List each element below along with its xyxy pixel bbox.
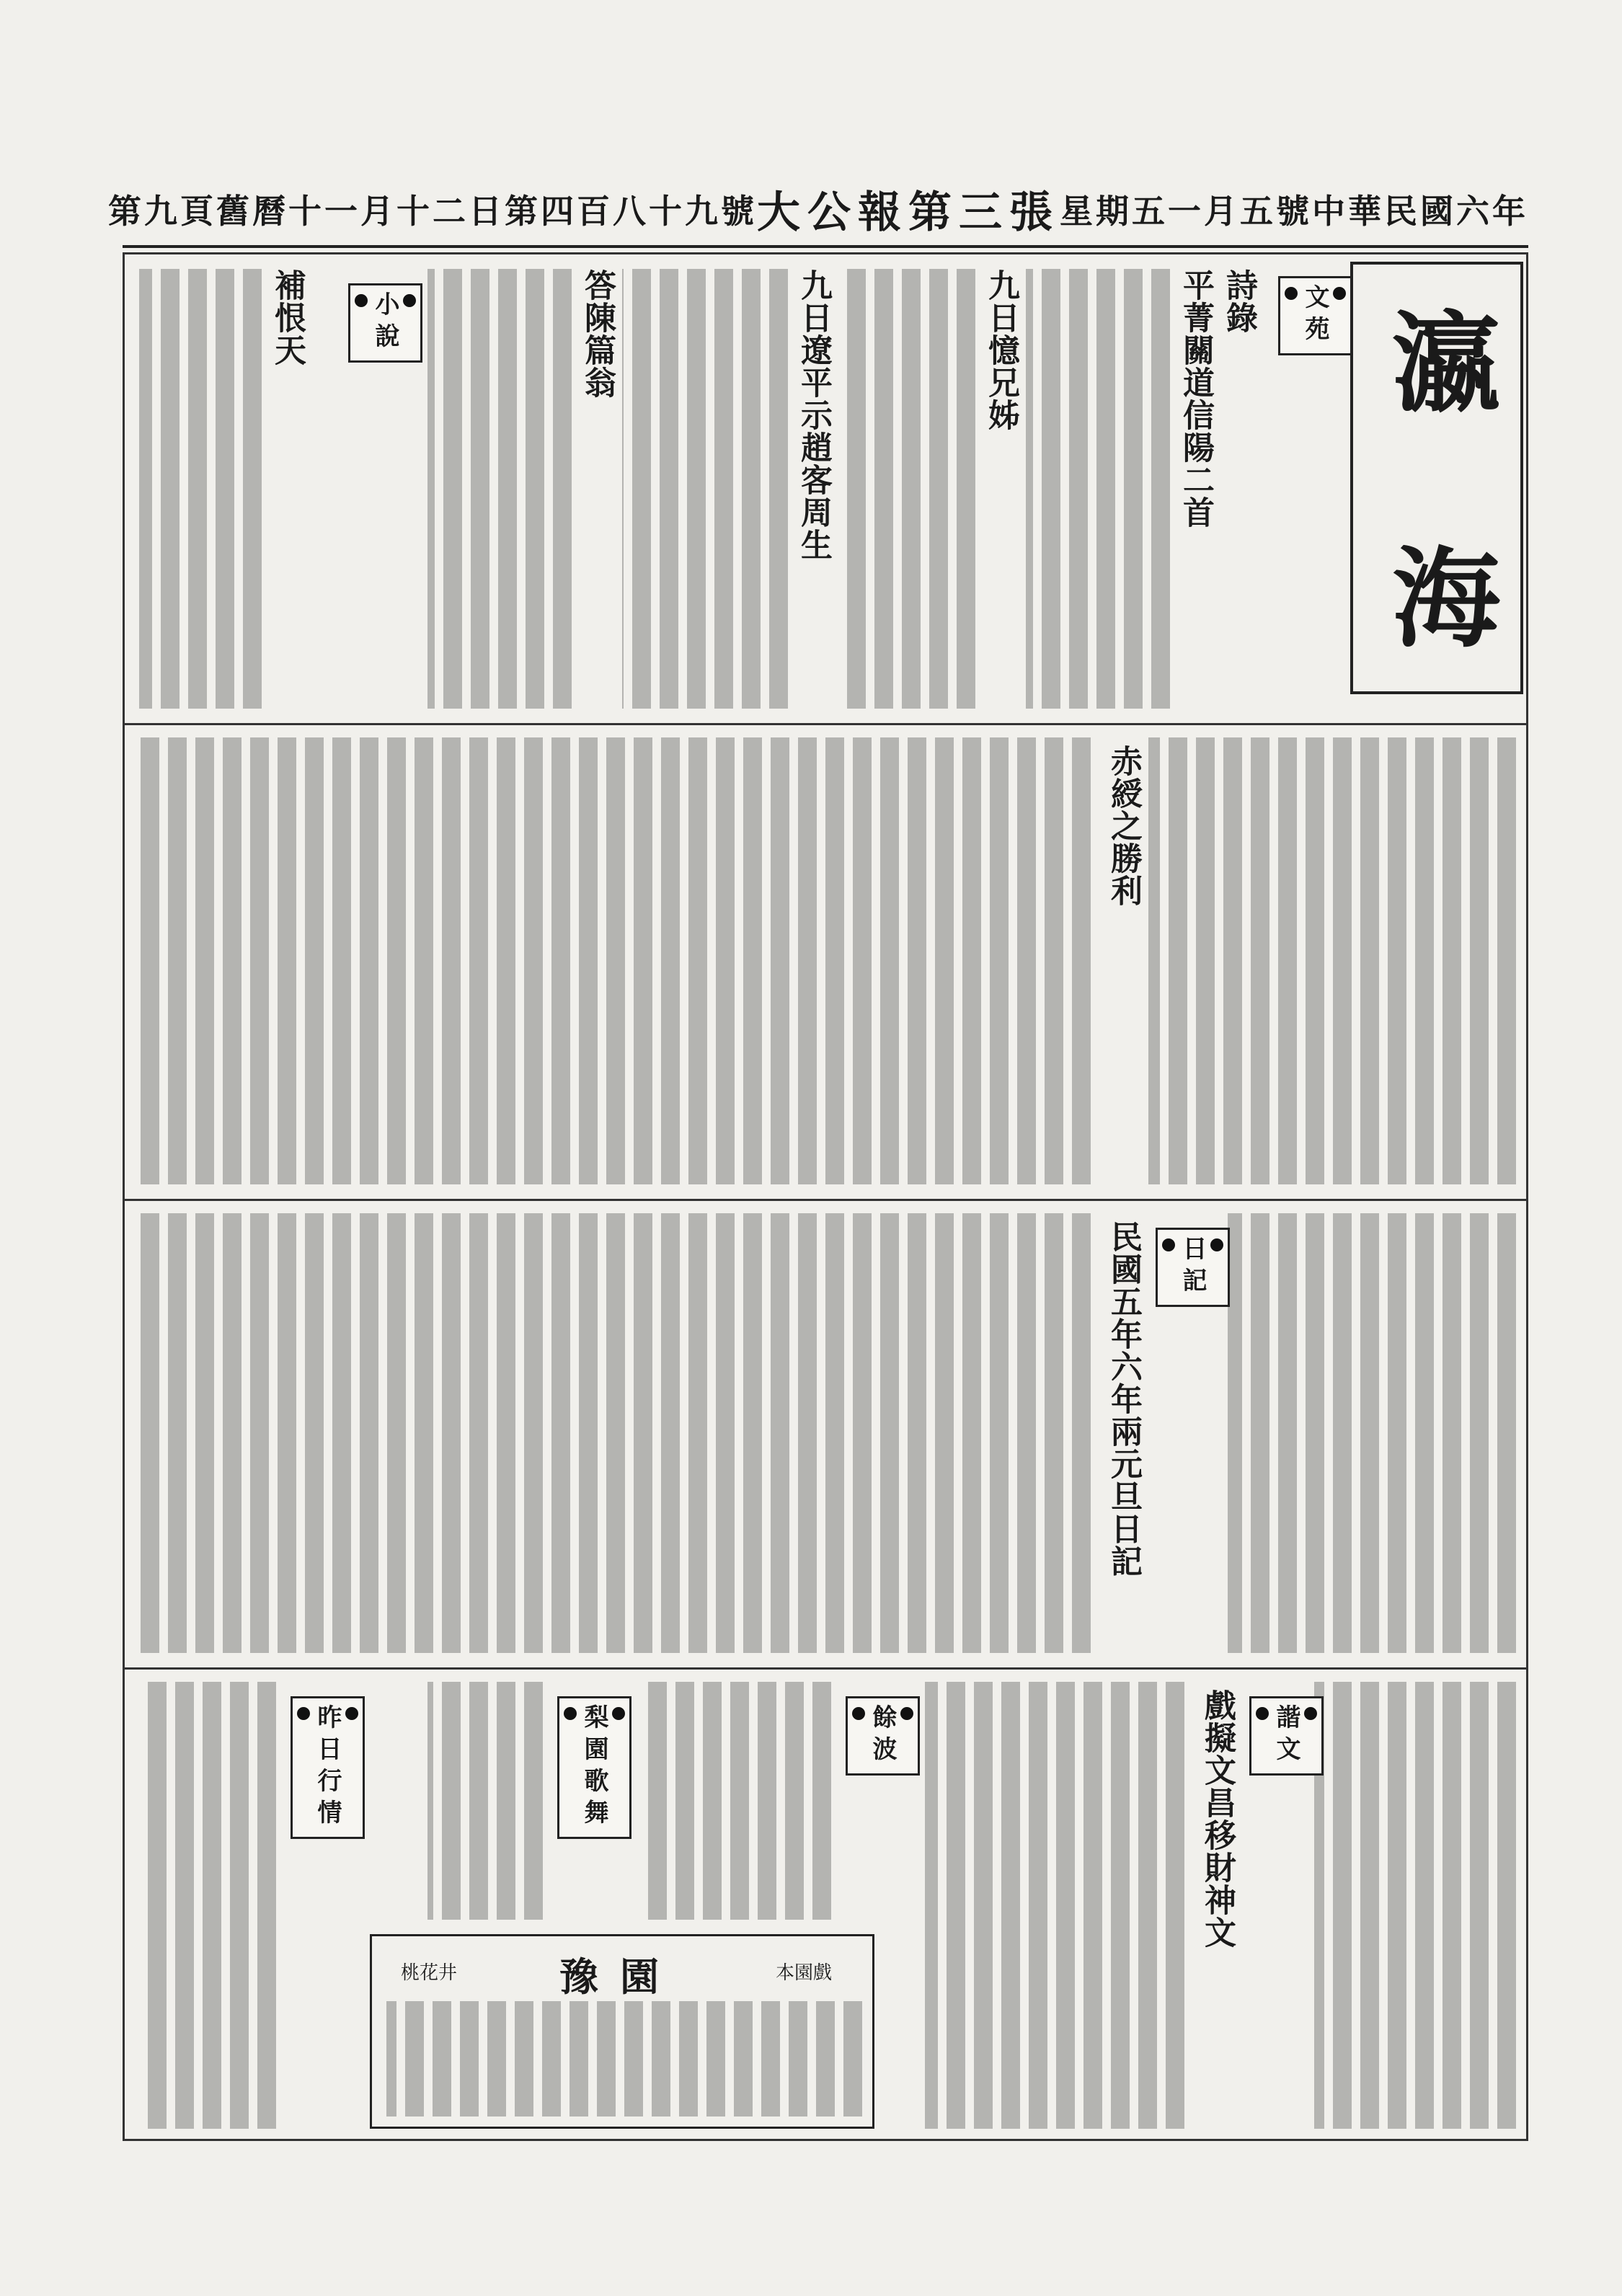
- header-page: 第九頁: [108, 192, 216, 231]
- poem-title-1: 平菁關道信陽二首: [1177, 269, 1214, 528]
- xiewen-text: [925, 1682, 1184, 2129]
- band-divider-1: [125, 723, 1526, 725]
- xiewen-title: 戲擬文昌移財神文: [1199, 1689, 1236, 1949]
- novel-2-text: [139, 737, 1091, 1184]
- yubo-text: [644, 1682, 831, 1920]
- header-date-lunar: 舊曆十一月十二日: [216, 192, 505, 231]
- poem-title-3: 九日遼平示趙客周生: [795, 269, 832, 561]
- yuan-box-program: [386, 2001, 862, 2117]
- band-divider-2: [125, 1199, 1526, 1201]
- poem-3-text: [622, 269, 788, 709]
- band-divider-3: [125, 1667, 1526, 1670]
- novel-2-continued-text: [1228, 1213, 1516, 1653]
- section-riji: 日記: [1156, 1228, 1230, 1307]
- poem-title-4: 答陳篇翁: [579, 269, 616, 399]
- header-issue: 第四百八十九號: [505, 192, 757, 231]
- yuan-box-title: 豫園: [559, 1954, 681, 2000]
- novel-1-text: [139, 269, 262, 709]
- header-weekday: 星期五: [1060, 192, 1168, 231]
- header-paper-name: 大公報第三張: [757, 187, 1060, 238]
- novel-title-2: 赤綬之勝利: [1105, 745, 1142, 907]
- diary-text: [139, 1213, 1091, 1653]
- section-yubo: 餘波: [846, 1696, 920, 1776]
- poem-title-2: 九日憶兄姊: [983, 269, 1019, 431]
- yuan-box-right-label: 本園戲: [776, 1962, 833, 1984]
- header-date-roc: 中華民國六年: [1312, 192, 1528, 231]
- section-yesterday: 昨日行情: [291, 1696, 365, 1839]
- poem-4-text: [427, 269, 572, 709]
- header-date-month: 一月五號: [1168, 192, 1312, 231]
- section-xiaoshuo: 小說: [348, 283, 422, 363]
- poem-2-text: [838, 269, 975, 709]
- poem-1-text: [1026, 269, 1170, 709]
- section-wenyuan: 文苑: [1278, 276, 1352, 355]
- yuan-box: [370, 1934, 874, 2129]
- yuan-box-left-label: 桃花井: [401, 1962, 458, 1984]
- liyuan-text: [427, 1682, 543, 1920]
- novel-title-1: 補恨天: [269, 269, 306, 366]
- content-frame: [123, 252, 1528, 2141]
- diary-continued-text: [1314, 1682, 1516, 2129]
- novel-1-continued-text: [1148, 737, 1516, 1184]
- running-header: [108, 173, 1528, 248]
- section-xiewen: 諧文: [1249, 1696, 1324, 1776]
- diary-title: 民國五年六年兩元旦日記: [1105, 1220, 1142, 1577]
- section-shilu-label: 詩錄: [1220, 269, 1257, 334]
- masthead-title: 瀛 海: [1350, 262, 1523, 694]
- section-liyuan: 梨園歌舞: [557, 1696, 631, 1839]
- yesterday-market-text: [139, 1682, 276, 2129]
